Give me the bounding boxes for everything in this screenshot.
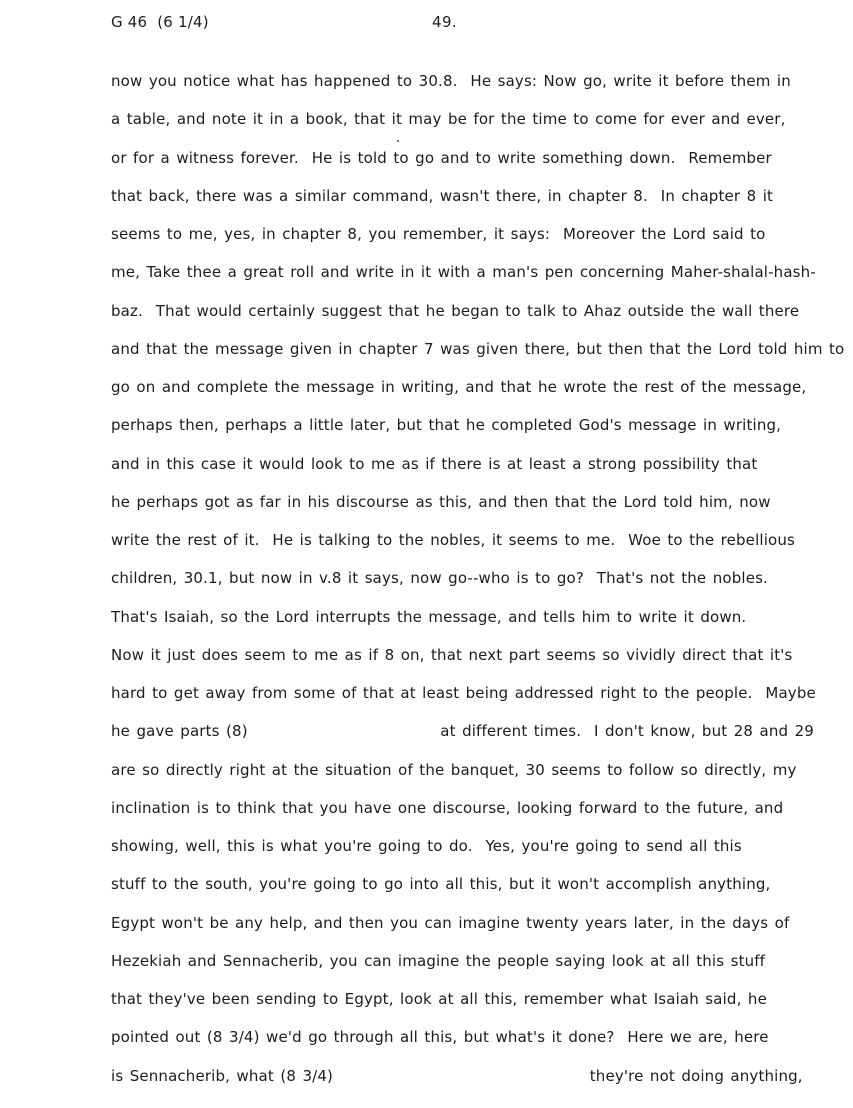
text-line: write the rest of it. He is talking to the nobles, it seems to me. Woe to the rebellious bbox=[111, 531, 795, 549]
text-line: he perhaps got as far in his discourse as this, and then that the Lord told him, now bbox=[111, 492, 771, 511]
text-line: that they've been sending to Egypt, look at all this, remember what Isaiah said, he bbox=[111, 990, 767, 1008]
text-line: stuff to the south, you're going to go into all this, but it won't accomplish anything, bbox=[111, 875, 771, 894]
text-line: is Sennacherib, what (8 3/4) they're not doing anything, bbox=[111, 1066, 803, 1085]
text-line: seems to me, yes, in chapter 8, you remember, it says: Moreover the Lord said to bbox=[111, 225, 766, 243]
text-line: are so directly right at the situation of the banquet, 30 seems to follow so directly, my bbox=[111, 760, 797, 779]
text-line: inclination is to think that you have one discourse, looking forward to the future, and bbox=[111, 798, 784, 817]
text-line: pointed out (8 3/4) we'd go through all this, but what's it done? Here we are, here bbox=[111, 1028, 769, 1047]
text-line: children, 30.1, but now in v.8 it says, now go--who is to go? That's not the nobles. bbox=[111, 569, 768, 588]
page-number: 49. bbox=[432, 13, 458, 31]
text-line: baz. That would certainly suggest that he began to talk to Ahaz outside the wall there bbox=[111, 301, 800, 320]
text-line: Now it just does seem to me as if 8 on, that next part seems so vividly direct that it's bbox=[111, 645, 793, 664]
text-line: Hezekiah and Sennacherib, you can imagine the people saying look at all this stuff bbox=[111, 951, 766, 970]
tape-reference: G 46 (6 1/4) bbox=[111, 13, 209, 31]
text-line: go on and complete the message in writing, and that he wrote the rest of the message, bbox=[111, 378, 807, 396]
text-line: a table, and note it in a book, that it may be for the time to come for ever and ever, bbox=[111, 110, 786, 129]
text-line: now you notice what has happened to 30.8. He says: Now go, write it before them in bbox=[111, 72, 791, 90]
text-line: or for a witness forever. He is told to go and to write something down. Remember bbox=[111, 148, 772, 167]
text-line: That's Isaiah, so the Lord interrupts the message, and tells him to write it down. bbox=[111, 607, 747, 626]
text-line: and in this case it would look to me as if there is at least a strong possibility that bbox=[111, 454, 758, 473]
transcript-body bbox=[111, 68, 846, 1101]
text-line: and that the message given in chapter 7 was given there, but then that the Lord told him to bbox=[111, 339, 845, 358]
text-line: he gave parts (8) at different times. I don't know, but 28 and 29 bbox=[111, 722, 814, 741]
text-line: perhaps then, perhaps a little later, but that he completed God's message in writing, bbox=[111, 416, 782, 435]
text-line: Egypt won't be any help, and then you can imagine twenty years later, in the days of bbox=[111, 913, 790, 932]
text-line: hard to get away from some of that at least being addressed right to the people. Maybe bbox=[111, 684, 816, 702]
text-line: me, Take thee a great roll and write in it with a man's pen concerning Maher-shalal-hash- bbox=[111, 263, 816, 282]
text-line: showing, well, this is what you're going to do. Yes, you're going to send all this bbox=[111, 837, 742, 855]
text-line: that back, there was a similar command, wasn't there, in chapter 8. In chapter 8 it bbox=[111, 186, 774, 205]
